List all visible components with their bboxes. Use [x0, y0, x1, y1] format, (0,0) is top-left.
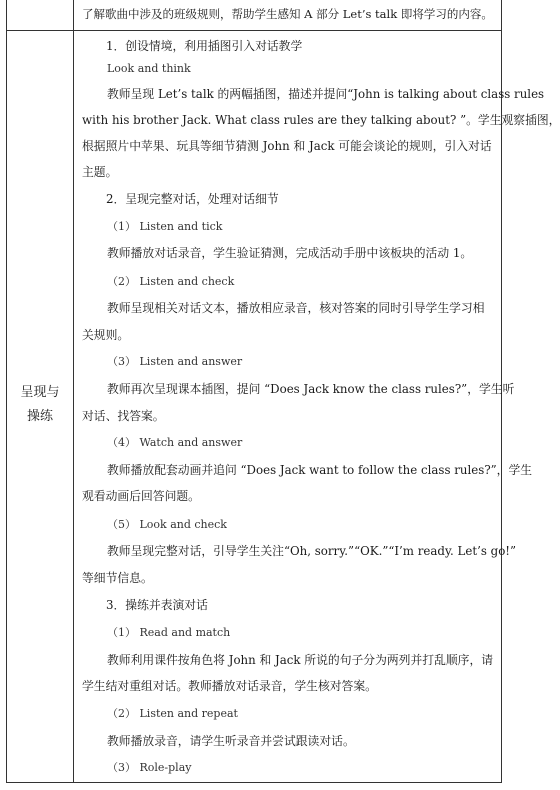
activity-heading: （3） Role-play: [107, 761, 192, 774]
activity-heading: （2） Listen and repeat: [107, 707, 238, 720]
paragraph-line: 教师再次呈现课本插图，提问 “Does Jack know the class rules?”，学生听: [107, 382, 515, 396]
table-row-intro: [7, 0, 501, 31]
paragraph-line: 关规则。: [82, 328, 130, 342]
section-label-cell: [7, 31, 74, 782]
paragraph-line: 教师播放配套动画并追问 “Does Jack want to follow the class rules?”，学生: [107, 463, 533, 477]
section-content-cell: [74, 31, 560, 782]
paragraph-line: 等细节信息。: [82, 571, 153, 585]
paragraph-line: 教师呈现完整对话，引导学生关注“Oh, sorry.”“OK.”“I’m ready. Let’s go!”: [107, 544, 517, 558]
step-3-heading: 3．操练并表演对话: [106, 598, 208, 612]
paragraph-line: 教师利用课件按角色将 John 和 Jack 所说的句子分为两列并打乱顺序，请: [107, 653, 494, 667]
activity-heading: （1） Listen and tick: [107, 220, 223, 233]
lesson-plan-table: [6, 0, 560, 783]
intro-text: 了解歌曲中涉及的班级规则，帮助学生感知 A 部分 Let’s talk 即将学习的内容。: [82, 7, 493, 21]
paragraph-line: 学生结对重组对话。教师播放对话录音，学生核对答案。: [82, 679, 377, 693]
section-label: [7, 381, 73, 429]
paragraph-line: 对话、找答案。: [82, 409, 165, 423]
step-1-sub-heading: Look and think: [107, 62, 191, 75]
paragraph-line: 教师播放录音，请学生听录音并尝试跟读对话。: [107, 734, 355, 748]
activity-heading: （1） Read and match: [107, 626, 231, 639]
activity-heading: （4） Watch and answer: [107, 436, 243, 449]
activity-heading: （5） Look and check: [107, 518, 227, 531]
step-1-heading: 1．创设情境，利用插图引入对话教学: [106, 39, 303, 53]
paragraph-line: 教师呈现 Let’s talk 的两幅插图，描述并提问“John is talking about class rules: [107, 87, 545, 101]
step-2-heading: 2．呈现完整对话，处理对话细节: [106, 192, 279, 206]
paragraph-line: 观看动画后回答问题。: [82, 489, 200, 503]
row-content-cell: [74, 0, 501, 30]
paragraph-line: with his brother Jack. What class rules are they talking about? ”。学生观察插图，: [82, 113, 560, 127]
activity-heading: （3） Listen and answer: [107, 355, 243, 368]
paragraph-line: 根据照片中苹果、玩具等细节猜测 John 和 Jack 可能会谈论的规则，引入对话: [82, 139, 492, 153]
table-row-presentation-practice: [7, 31, 560, 782]
paragraph-line: 教师播放对话录音，学生验证猜测，完成活动手册中该板块的活动 1。: [107, 246, 473, 260]
section-label-line-1: 呈现与: [20, 385, 60, 400]
activity-heading: （2） Listen and check: [107, 275, 235, 288]
row-label-cell-empty: [7, 0, 74, 30]
paragraph-line: 教师呈现相关对话文本，播放相应录音，核对答案的同时引导学生学习相: [107, 301, 485, 315]
section-label-line-2: 操练: [26, 409, 53, 424]
paragraph-line: 主题。: [82, 165, 118, 179]
